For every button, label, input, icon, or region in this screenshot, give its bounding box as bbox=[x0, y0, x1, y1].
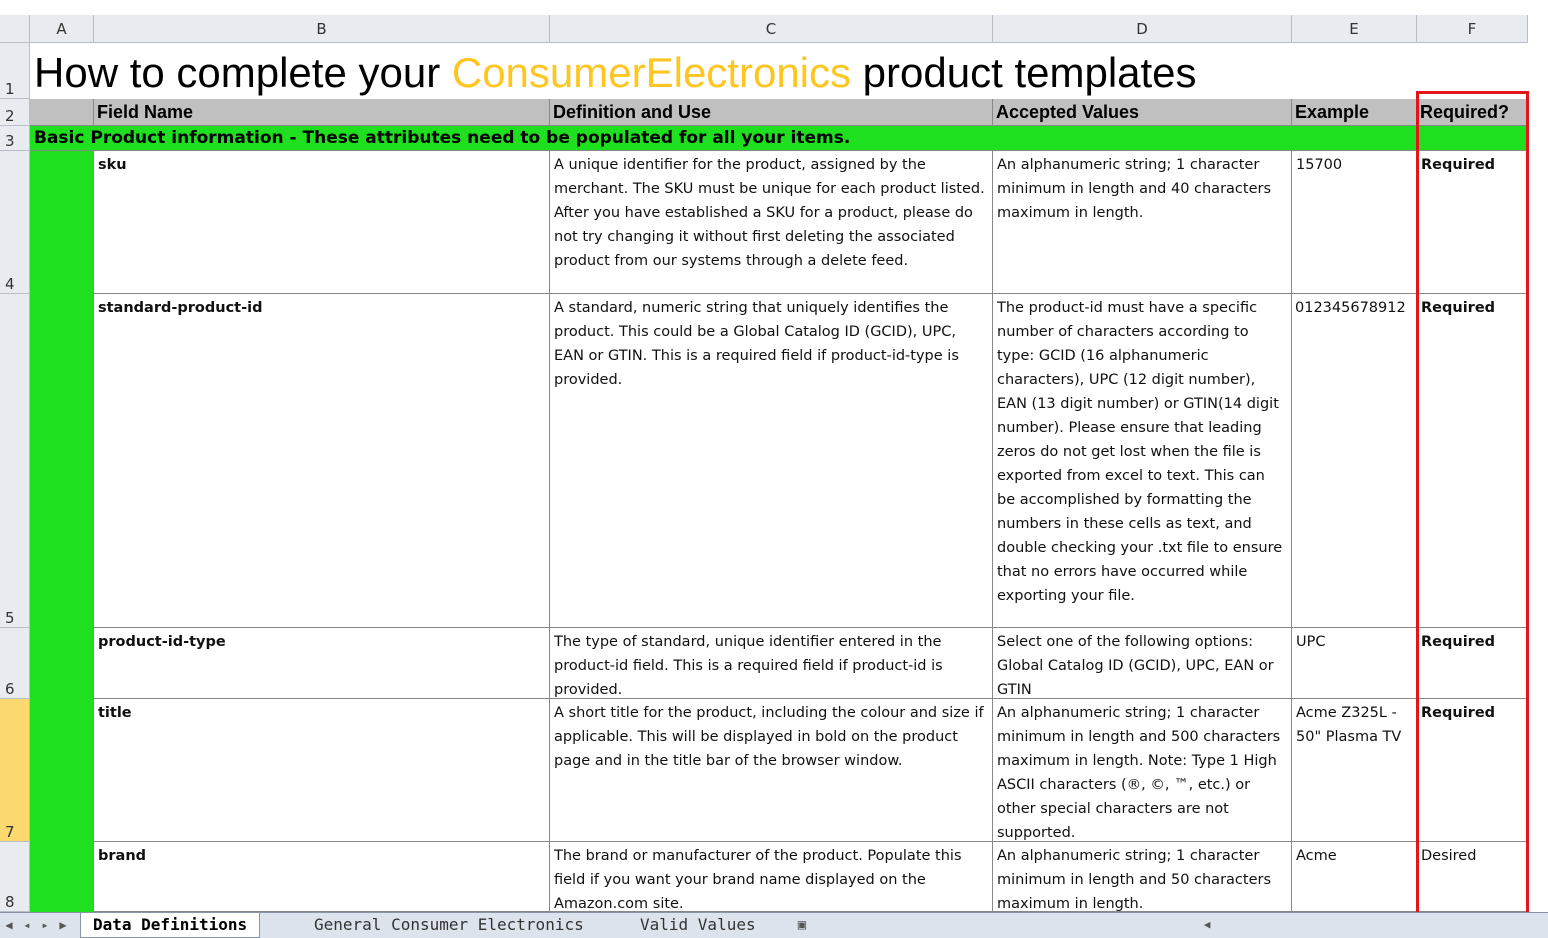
header-example[interactable]: Example bbox=[1292, 99, 1417, 126]
field-name-cell[interactable]: title bbox=[94, 699, 550, 842]
definition-cell[interactable]: The brand or manufacturer of the product. Populate this field if you want your brand name displayed on the Amazon.com site. bbox=[550, 842, 993, 912]
required-cell[interactable]: Desired bbox=[1417, 842, 1528, 912]
field-name-cell[interactable]: sku bbox=[94, 151, 550, 294]
required-cell[interactable]: Required bbox=[1417, 699, 1528, 842]
column-header-b[interactable]: B bbox=[94, 15, 550, 43]
row-header-5[interactable]: 5 bbox=[0, 294, 30, 628]
title-part-1: How to complete your bbox=[34, 49, 452, 96]
required-cell[interactable]: Required bbox=[1417, 151, 1528, 294]
next-sheet-icon[interactable]: ▸ bbox=[41, 918, 49, 932]
column-header-c[interactable]: C bbox=[550, 15, 993, 43]
row-header-7[interactable]: 7 bbox=[0, 699, 30, 842]
scroll-left-icon[interactable]: ◀ bbox=[1203, 918, 1211, 931]
row-header-1[interactable]: 1 bbox=[0, 43, 30, 99]
example-cell[interactable]: 15700 bbox=[1292, 151, 1417, 294]
field-name-cell[interactable]: product-id-type bbox=[94, 628, 550, 699]
column-a-fill bbox=[30, 151, 94, 912]
field-name-cell[interactable]: brand bbox=[94, 842, 550, 912]
accepted-values-cell[interactable]: An alphanumeric string; 1 character minimum in length and 50 characters maximum in length. bbox=[993, 842, 1292, 912]
insert-sheet-icon[interactable]: ▣ bbox=[797, 917, 807, 933]
column-header-f[interactable]: F bbox=[1417, 15, 1528, 43]
tab-general-consumer-electronics[interactable]: General Consumer Electronics bbox=[314, 915, 584, 934]
definition-cell[interactable]: A unique identifier for the product, assigned by the merchant. The SKU must be unique for each product listed. After you have established a SKU for a product, please do not try changing it without first deleting the associated product from our systems through a delete feed. bbox=[550, 151, 993, 294]
section-heading[interactable]: Basic Product information - These attributes need to be populated for all your items. bbox=[30, 126, 1528, 151]
header-definition[interactable]: Definition and Use bbox=[550, 99, 993, 126]
row-header-2[interactable]: 2 bbox=[0, 99, 30, 126]
example-cell[interactable]: 012345678912 bbox=[1292, 294, 1417, 628]
accepted-values-cell[interactable]: An alphanumeric string; 1 character minimum in length and 40 characters maximum in length. bbox=[993, 151, 1292, 294]
required-cell[interactable]: Required bbox=[1417, 628, 1528, 699]
last-sheet-icon[interactable]: ▶ bbox=[59, 918, 67, 932]
accepted-values-cell[interactable]: Select one of the following options: Global Catalog ID (GCID), UPC, EAN or GTIN bbox=[993, 628, 1292, 699]
page-title[interactable] bbox=[34, 43, 1424, 99]
required-cell[interactable]: Required bbox=[1417, 294, 1528, 628]
column-header-a[interactable]: A bbox=[30, 15, 94, 43]
row-header-4[interactable]: 4 bbox=[0, 151, 30, 294]
example-cell[interactable]: Acme Z325L - 50" Plasma TV bbox=[1292, 699, 1417, 842]
header-required[interactable]: Required? bbox=[1417, 99, 1528, 126]
header-accepted-values[interactable]: Accepted Values bbox=[993, 99, 1292, 126]
title-part-2: product templates bbox=[851, 49, 1197, 96]
definition-cell[interactable]: The type of standard, unique identifier entered in the product-id field. This is a required field if product-id is provided. bbox=[550, 628, 993, 699]
sheet-tab-bar bbox=[0, 912, 1548, 938]
definition-cell[interactable]: A standard, numeric string that uniquely identifies the product. This could be a Global Catalog ID (GCID), UPC, EAN or GTIN. This is a required field if product-id-type is provided. bbox=[550, 294, 993, 628]
definition-cell[interactable]: A short title for the product, including the colour and size if applicable. This will be displayed in bold on the product page and in the title bar of the browser window. bbox=[550, 699, 993, 842]
header-field-name[interactable]: Field Name bbox=[94, 99, 550, 126]
row-header-3[interactable]: 3 bbox=[0, 126, 30, 151]
header-cell-a[interactable] bbox=[30, 99, 94, 126]
first-sheet-icon[interactable]: ◀ bbox=[5, 918, 13, 932]
example-cell[interactable]: Acme bbox=[1292, 842, 1417, 912]
column-header-d[interactable]: D bbox=[993, 15, 1292, 43]
row-header-8[interactable]: 8 bbox=[0, 842, 30, 912]
tab-valid-values[interactable]: Valid Values bbox=[640, 915, 756, 934]
field-name-cell[interactable]: standard-product-id bbox=[94, 294, 550, 628]
accepted-values-cell[interactable]: The product-id must have a specific number of characters according to type: GCID (16 alphanumeric characters), UPC (12 digit number), EAN (13 digit number) or GTIN(14 digit number). Please ensure that leading zeros do not get lost when the file is exported from excel to text. This can be accomplished by formatting the numbers in these cells as text, and double checking your .txt file to ensure that no errors have occurred while exporting your file. bbox=[993, 294, 1292, 628]
title-accent: ConsumerElectronics bbox=[451, 49, 852, 96]
example-cell[interactable]: UPC bbox=[1292, 628, 1417, 699]
row-header-6[interactable]: 6 bbox=[0, 628, 30, 699]
tab-data-definitions[interactable]: Data Definitions bbox=[80, 913, 260, 938]
prev-sheet-icon[interactable]: ◂ bbox=[23, 918, 31, 932]
accepted-values-cell[interactable]: An alphanumeric string; 1 character minimum in length and 500 characters maximum in length. Note: Type 1 High ASCII characters (®, ©, ™, etc.) or other special characters are not supported. bbox=[993, 699, 1292, 842]
select-all-corner[interactable] bbox=[0, 15, 30, 43]
column-header-e[interactable]: E bbox=[1292, 15, 1417, 43]
